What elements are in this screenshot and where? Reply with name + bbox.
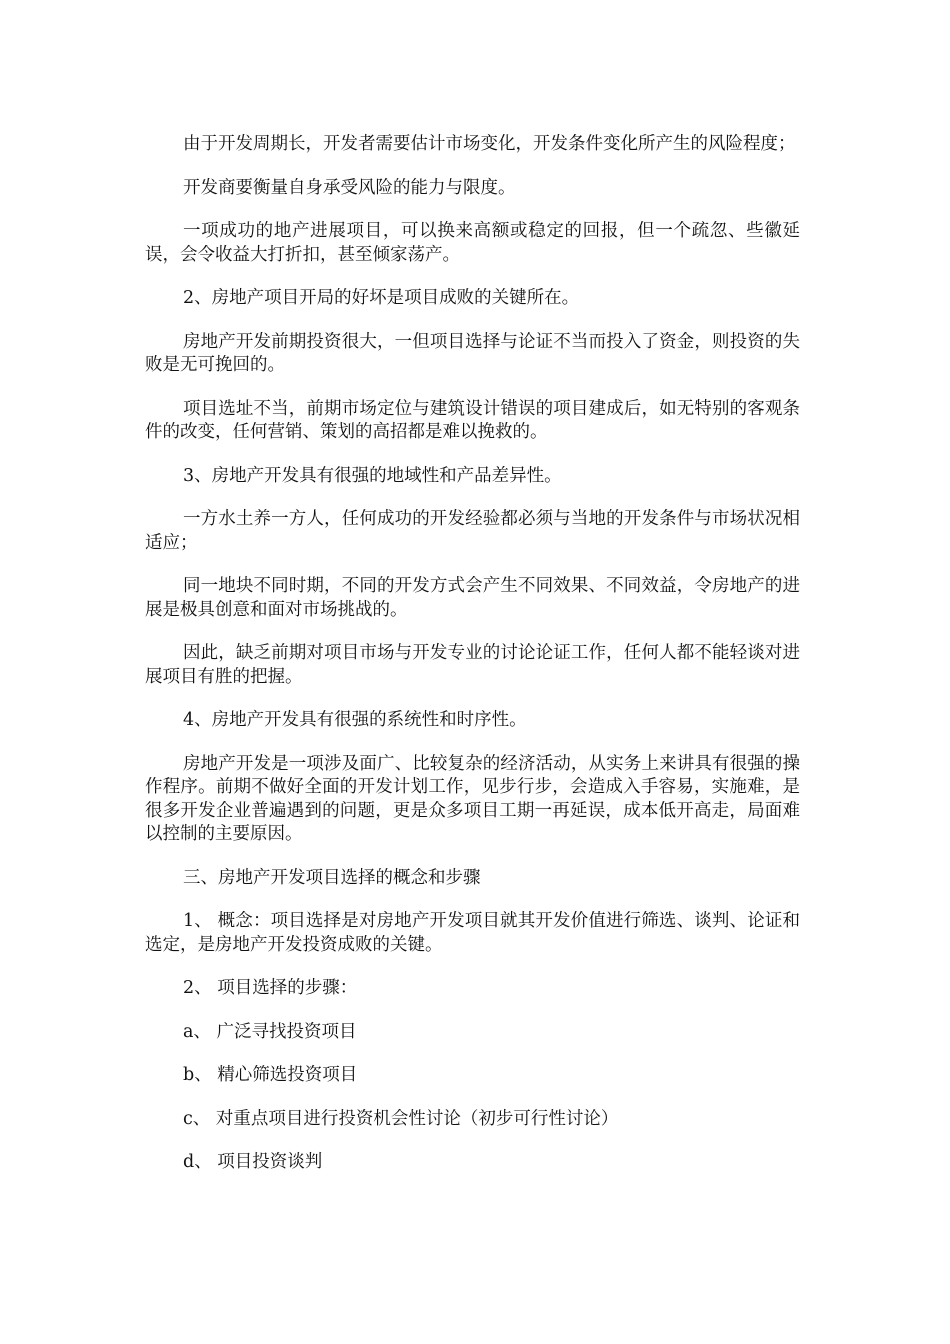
paragraph: 2、 项目选择的步骤： xyxy=(183,978,358,998)
paragraph: 1、 概念：项目选择是对房地产开发项目就其开发价值进行筛选、谈判、论证和选定，是房地产开发投资成败的关键。 xyxy=(145,911,800,955)
paragraph: 一方水土养一方人，任何成功的开发经验都必须与当地的开发条件与市场状况相适应； xyxy=(145,509,800,553)
list-item: c、 对重点项目进行投资机会性讨论（初步可行性讨论） xyxy=(183,1108,619,1129)
paragraph: 同一地块不同时期，不同的开发方式会产生不同效果、不同效益，令房地产的进展是极具创意和面对市场挑战的。 xyxy=(145,576,800,620)
paragraph: 开发商要衡量自身承受风险的能力与限度。 xyxy=(183,177,516,198)
list-item: b、 精心筛选投资项目 xyxy=(183,1065,358,1085)
section-heading: 三、房地产开发项目选择的概念和步骤 xyxy=(183,867,481,888)
paragraph: 项目选址不当，前期市场定位与建筑设计错误的项目建成后，如无特别的客观条件的改变，任何营销、策划的高招都是难以挽救的。 xyxy=(145,398,800,442)
paragraph: 一项成功的地产进展项目，可以换来高额或稳定的回报，但一个疏忽、些徽延误，会令收益大打折扣，甚至倾家荡产。 xyxy=(145,221,800,265)
list-item: d、 项目投资谈判 xyxy=(183,1152,323,1172)
section-heading: 4、房地产开发具有很强的系统性和时序性。 xyxy=(183,710,527,730)
paragraph: 因此，缺乏前期对项目市场与开发专业的讨论论证工作，任何人都不能轻谈对进展项目有胜的把握。 xyxy=(145,643,800,687)
paragraph: 房地产开发是一项涉及面广、比较复杂的经济活动，从实务上来讲具有很强的操作程序。前期不做好全面的开发计划工作，见步行步，会造成入手容易，实施难，是很多开发企业普遍遇到的问题，更是众多项目工期一再延误，成本低开高走，局面难以控制的主要原因。 xyxy=(145,753,800,844)
paragraph: 由于开发周期长，开发者需要估计市场变化，开发条件变化所产生的风险程度； xyxy=(183,134,796,154)
document-body xyxy=(145,133,800,1195)
section-heading: 3、房地产开发具有很强的地域性和产品差异性。 xyxy=(183,465,562,486)
section-heading: 2、房地产项目开局的好坏是项目成败的关键所在。 xyxy=(183,288,580,308)
paragraph: 房地产开发前期投资很大，一但项目选择与论证不当而投入了资金，则投资的失败是无可挽回的。 xyxy=(145,331,800,375)
list-item: a、 广泛寻找投资项目 xyxy=(183,1021,357,1042)
